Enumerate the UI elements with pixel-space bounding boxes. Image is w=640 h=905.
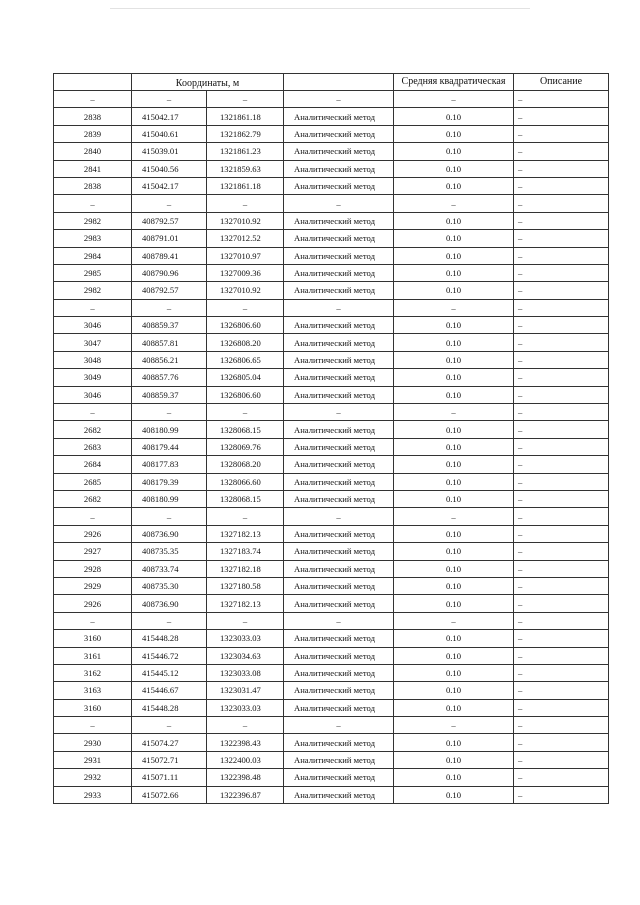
description-cell: –: [514, 230, 609, 247]
method-cell: Аналитический метод: [284, 560, 394, 577]
error-cell: –: [394, 612, 514, 629]
description-cell: –: [514, 282, 609, 299]
description-cell: –: [514, 91, 609, 108]
description-cell: –: [514, 490, 609, 507]
point-number-cell: 3048: [54, 351, 132, 368]
x-coordinate-cell: –: [132, 91, 207, 108]
point-number-cell: 2983: [54, 230, 132, 247]
point-number-cell: 2841: [54, 160, 132, 177]
y-coordinate-cell: 1327010.97: [207, 247, 284, 264]
error-cell: 0.10: [394, 317, 514, 334]
x-coordinate-cell: 408736.90: [132, 595, 207, 612]
error-cell: 0.10: [394, 734, 514, 751]
table-separator-row: [54, 508, 609, 525]
x-coordinate-cell: 408179.44: [132, 438, 207, 455]
x-coordinate-cell: 408736.90: [132, 525, 207, 542]
method-cell: Аналитический метод: [284, 682, 394, 699]
y-coordinate-cell: 1321862.79: [207, 125, 284, 142]
header-coordinates: Координаты, м: [132, 74, 284, 91]
point-number-cell: 2926: [54, 525, 132, 542]
description-cell: –: [514, 682, 609, 699]
error-cell: 0.10: [394, 143, 514, 160]
description-cell: –: [514, 212, 609, 229]
x-coordinate-cell: 415072.66: [132, 786, 207, 803]
y-coordinate-cell: 1328069.76: [207, 438, 284, 455]
description-cell: –: [514, 699, 609, 716]
y-coordinate-cell: 1326806.60: [207, 386, 284, 403]
x-coordinate-cell: 415446.72: [132, 647, 207, 664]
error-cell: –: [394, 717, 514, 734]
y-coordinate-cell: 1321861.18: [207, 177, 284, 194]
method-cell: Аналитический метод: [284, 108, 394, 125]
method-cell: Аналитический метод: [284, 160, 394, 177]
x-coordinate-cell: –: [132, 404, 207, 421]
method-cell: Аналитический метод: [284, 212, 394, 229]
table-row: [54, 438, 609, 455]
table-separator-row: [54, 717, 609, 734]
point-number-cell: 2984: [54, 247, 132, 264]
y-coordinate-cell: 1327010.92: [207, 282, 284, 299]
y-coordinate-cell: 1328068.15: [207, 421, 284, 438]
y-coordinate-cell: 1327182.13: [207, 595, 284, 612]
y-coordinate-cell: 1327012.52: [207, 230, 284, 247]
description-cell: –: [514, 751, 609, 768]
error-cell: 0.10: [394, 751, 514, 768]
point-number-cell: 2930: [54, 734, 132, 751]
description-cell: –: [514, 160, 609, 177]
x-coordinate-cell: 415042.17: [132, 108, 207, 125]
table-row: [54, 177, 609, 194]
error-cell: 0.10: [394, 525, 514, 542]
table-separator-row: [54, 299, 609, 316]
error-cell: 0.10: [394, 577, 514, 594]
table-row: [54, 369, 609, 386]
description-cell: –: [514, 369, 609, 386]
method-cell: Аналитический метод: [284, 230, 394, 247]
y-coordinate-cell: 1327010.92: [207, 212, 284, 229]
error-cell: 0.10: [394, 160, 514, 177]
error-cell: 0.10: [394, 769, 514, 786]
table-row: [54, 525, 609, 542]
y-coordinate-cell: 1321861.18: [207, 108, 284, 125]
point-number-cell: 3161: [54, 647, 132, 664]
method-cell: Аналитический метод: [284, 334, 394, 351]
table-separator-row: [54, 612, 609, 629]
point-number-cell: 2927: [54, 543, 132, 560]
table-row: [54, 456, 609, 473]
x-coordinate-cell: 408859.37: [132, 386, 207, 403]
point-number-cell: –: [54, 717, 132, 734]
table-row: [54, 386, 609, 403]
x-coordinate-cell: 408735.30: [132, 577, 207, 594]
point-number-cell: 2685: [54, 473, 132, 490]
table-row: [54, 334, 609, 351]
description-cell: –: [514, 630, 609, 647]
point-number-cell: –: [54, 299, 132, 316]
error-cell: –: [394, 508, 514, 525]
description-cell: –: [514, 543, 609, 560]
y-coordinate-cell: 1328068.20: [207, 456, 284, 473]
description-cell: –: [514, 334, 609, 351]
table-row: [54, 143, 609, 160]
point-number-cell: –: [54, 508, 132, 525]
error-cell: –: [394, 91, 514, 108]
method-cell: Аналитический метод: [284, 769, 394, 786]
method-cell: –: [284, 612, 394, 629]
error-cell: 0.10: [394, 438, 514, 455]
coordinates-table: [53, 73, 609, 804]
y-coordinate-cell: –: [207, 612, 284, 629]
method-cell: –: [284, 404, 394, 421]
table-row: [54, 473, 609, 490]
error-cell: 0.10: [394, 369, 514, 386]
method-cell: Аналитический метод: [284, 786, 394, 803]
method-cell: Аналитический метод: [284, 386, 394, 403]
x-coordinate-cell: 415446.67: [132, 682, 207, 699]
table-row: [54, 125, 609, 142]
point-number-cell: 2682: [54, 421, 132, 438]
point-number-cell: 2928: [54, 560, 132, 577]
y-coordinate-cell: 1327182.18: [207, 560, 284, 577]
method-cell: Аналитический метод: [284, 264, 394, 281]
table-row: [54, 699, 609, 716]
y-coordinate-cell: 1326806.60: [207, 317, 284, 334]
point-number-cell: 2931: [54, 751, 132, 768]
error-cell: –: [394, 195, 514, 212]
point-number-cell: –: [54, 404, 132, 421]
y-coordinate-cell: 1323033.03: [207, 630, 284, 647]
error-cell: 0.10: [394, 560, 514, 577]
y-coordinate-cell: 1322398.43: [207, 734, 284, 751]
point-number-cell: 2926: [54, 595, 132, 612]
table-separator-row: [54, 404, 609, 421]
header-error: Средняя квадратическая: [394, 74, 514, 91]
method-cell: Аналитический метод: [284, 351, 394, 368]
error-cell: 0.10: [394, 421, 514, 438]
description-cell: –: [514, 595, 609, 612]
method-cell: Аналитический метод: [284, 125, 394, 142]
method-cell: Аналитический метод: [284, 456, 394, 473]
table-row: [54, 351, 609, 368]
point-number-cell: –: [54, 195, 132, 212]
point-number-cell: 2684: [54, 456, 132, 473]
table-row: [54, 769, 609, 786]
table-separator-row: [54, 195, 609, 212]
x-coordinate-cell: 408792.57: [132, 282, 207, 299]
point-number-cell: 2683: [54, 438, 132, 455]
description-cell: –: [514, 143, 609, 160]
y-coordinate-cell: 1327183.74: [207, 543, 284, 560]
x-coordinate-cell: 408792.57: [132, 212, 207, 229]
error-cell: 0.10: [394, 334, 514, 351]
point-number-cell: 3046: [54, 386, 132, 403]
y-coordinate-cell: 1327009.36: [207, 264, 284, 281]
point-number-cell: 2682: [54, 490, 132, 507]
point-number-cell: 2929: [54, 577, 132, 594]
y-coordinate-cell: 1328068.15: [207, 490, 284, 507]
error-cell: –: [394, 404, 514, 421]
point-number-cell: 2985: [54, 264, 132, 281]
y-coordinate-cell: 1327182.13: [207, 525, 284, 542]
method-cell: Аналитический метод: [284, 525, 394, 542]
description-cell: –: [514, 299, 609, 316]
method-cell: Аналитический метод: [284, 751, 394, 768]
table-row: [54, 230, 609, 247]
y-coordinate-cell: 1326806.65: [207, 351, 284, 368]
description-cell: –: [514, 664, 609, 681]
table-row: [54, 734, 609, 751]
y-coordinate-cell: 1323033.03: [207, 699, 284, 716]
x-coordinate-cell: 408180.99: [132, 421, 207, 438]
description-cell: –: [514, 734, 609, 751]
table-row: [54, 247, 609, 264]
description-cell: –: [514, 786, 609, 803]
error-cell: 0.10: [394, 595, 514, 612]
x-coordinate-cell: 415448.28: [132, 630, 207, 647]
x-coordinate-cell: –: [132, 717, 207, 734]
error-cell: 0.10: [394, 664, 514, 681]
y-coordinate-cell: –: [207, 508, 284, 525]
x-coordinate-cell: –: [132, 195, 207, 212]
error-cell: 0.10: [394, 230, 514, 247]
y-coordinate-cell: 1322396.87: [207, 786, 284, 803]
error-cell: 0.10: [394, 490, 514, 507]
x-coordinate-cell: 408790.96: [132, 264, 207, 281]
method-cell: Аналитический метод: [284, 369, 394, 386]
description-cell: –: [514, 612, 609, 629]
error-cell: 0.10: [394, 786, 514, 803]
table-row: [54, 160, 609, 177]
method-cell: Аналитический метод: [284, 543, 394, 560]
error-cell: 0.10: [394, 282, 514, 299]
x-coordinate-cell: 408857.76: [132, 369, 207, 386]
x-coordinate-cell: 415445.12: [132, 664, 207, 681]
error-cell: 0.10: [394, 177, 514, 194]
x-coordinate-cell: 408735.35: [132, 543, 207, 560]
point-number-cell: 2982: [54, 282, 132, 299]
x-coordinate-cell: –: [132, 299, 207, 316]
x-coordinate-cell: 408791.01: [132, 230, 207, 247]
error-cell: 0.10: [394, 456, 514, 473]
method-cell: Аналитический метод: [284, 664, 394, 681]
x-coordinate-cell: 415042.17: [132, 177, 207, 194]
point-number-cell: 2839: [54, 125, 132, 142]
description-cell: –: [514, 647, 609, 664]
x-coordinate-cell: 408177.83: [132, 456, 207, 473]
description-cell: –: [514, 108, 609, 125]
point-number-cell: 3047: [54, 334, 132, 351]
error-cell: 0.10: [394, 699, 514, 716]
point-number-cell: 2933: [54, 786, 132, 803]
point-number-cell: 3160: [54, 699, 132, 716]
x-coordinate-cell: 408859.37: [132, 317, 207, 334]
error-cell: 0.10: [394, 630, 514, 647]
error-cell: 0.10: [394, 473, 514, 490]
table-header-row: [54, 74, 609, 91]
x-coordinate-cell: 415040.56: [132, 160, 207, 177]
table-row: [54, 264, 609, 281]
table-row: [54, 630, 609, 647]
error-cell: –: [394, 299, 514, 316]
description-cell: –: [514, 456, 609, 473]
table-row: [54, 647, 609, 664]
x-coordinate-cell: 408857.81: [132, 334, 207, 351]
y-coordinate-cell: 1326805.04: [207, 369, 284, 386]
y-coordinate-cell: 1323031.47: [207, 682, 284, 699]
y-coordinate-cell: –: [207, 195, 284, 212]
table-row: [54, 751, 609, 768]
table-row: [54, 421, 609, 438]
method-cell: Аналитический метод: [284, 317, 394, 334]
method-cell: Аналитический метод: [284, 647, 394, 664]
description-cell: –: [514, 473, 609, 490]
description-cell: –: [514, 508, 609, 525]
y-coordinate-cell: 1323033.08: [207, 664, 284, 681]
table-row: [54, 543, 609, 560]
table-row: [54, 560, 609, 577]
point-number-cell: –: [54, 612, 132, 629]
y-coordinate-cell: 1327180.58: [207, 577, 284, 594]
description-cell: –: [514, 125, 609, 142]
error-cell: 0.10: [394, 351, 514, 368]
table-row: [54, 212, 609, 229]
y-coordinate-cell: 1322398.48: [207, 769, 284, 786]
method-cell: Аналитический метод: [284, 421, 394, 438]
y-coordinate-cell: 1321861.23: [207, 143, 284, 160]
x-coordinate-cell: 415448.28: [132, 699, 207, 716]
point-number-cell: 2840: [54, 143, 132, 160]
description-cell: –: [514, 177, 609, 194]
point-number-cell: 2838: [54, 108, 132, 125]
y-coordinate-cell: –: [207, 299, 284, 316]
method-cell: –: [284, 195, 394, 212]
y-coordinate-cell: –: [207, 404, 284, 421]
x-coordinate-cell: –: [132, 612, 207, 629]
error-cell: 0.10: [394, 647, 514, 664]
description-cell: –: [514, 247, 609, 264]
method-cell: –: [284, 91, 394, 108]
table-separator-row: [54, 91, 609, 108]
method-cell: Аналитический метод: [284, 699, 394, 716]
x-coordinate-cell: 415071.11: [132, 769, 207, 786]
x-coordinate-cell: 408856.21: [132, 351, 207, 368]
method-cell: Аналитический метод: [284, 577, 394, 594]
error-cell: 0.10: [394, 264, 514, 281]
point-number-cell: 3162: [54, 664, 132, 681]
point-number-cell: 2932: [54, 769, 132, 786]
table-row: [54, 108, 609, 125]
table-row: [54, 595, 609, 612]
error-cell: 0.10: [394, 682, 514, 699]
x-coordinate-cell: 415039.01: [132, 143, 207, 160]
y-coordinate-cell: 1321859.63: [207, 160, 284, 177]
description-cell: –: [514, 717, 609, 734]
description-cell: –: [514, 421, 609, 438]
method-cell: Аналитический метод: [284, 630, 394, 647]
method-cell: Аналитический метод: [284, 282, 394, 299]
point-number-cell: 2838: [54, 177, 132, 194]
y-coordinate-cell: –: [207, 717, 284, 734]
x-coordinate-cell: 408733.74: [132, 560, 207, 577]
table-row: [54, 577, 609, 594]
description-cell: –: [514, 264, 609, 281]
x-coordinate-cell: 415040.61: [132, 125, 207, 142]
description-cell: –: [514, 404, 609, 421]
error-cell: 0.10: [394, 543, 514, 560]
method-cell: Аналитический метод: [284, 177, 394, 194]
method-cell: –: [284, 299, 394, 316]
error-cell: 0.10: [394, 247, 514, 264]
header-cell-number: [54, 74, 132, 91]
point-number-cell: 2982: [54, 212, 132, 229]
method-cell: Аналитический метод: [284, 143, 394, 160]
header-description: Описание: [514, 74, 609, 91]
point-number-cell: 3163: [54, 682, 132, 699]
description-cell: –: [514, 560, 609, 577]
scan-artifact-line: [110, 8, 530, 9]
table-row: [54, 282, 609, 299]
table-row: [54, 682, 609, 699]
table-row: [54, 317, 609, 334]
table-row: [54, 664, 609, 681]
description-cell: –: [514, 769, 609, 786]
y-coordinate-cell: 1322400.03: [207, 751, 284, 768]
x-coordinate-cell: 415072.71: [132, 751, 207, 768]
description-cell: –: [514, 195, 609, 212]
header-cell-method: [284, 74, 394, 91]
method-cell: Аналитический метод: [284, 734, 394, 751]
error-cell: 0.10: [394, 108, 514, 125]
method-cell: Аналитический метод: [284, 595, 394, 612]
x-coordinate-cell: 408789.41: [132, 247, 207, 264]
description-cell: –: [514, 317, 609, 334]
x-coordinate-cell: –: [132, 508, 207, 525]
y-coordinate-cell: 1326808.20: [207, 334, 284, 351]
point-number-cell: –: [54, 91, 132, 108]
table-row: [54, 786, 609, 803]
table-body: [54, 74, 609, 804]
x-coordinate-cell: 408179.39: [132, 473, 207, 490]
method-cell: Аналитический метод: [284, 473, 394, 490]
description-cell: –: [514, 577, 609, 594]
method-cell: Аналитический метод: [284, 247, 394, 264]
description-cell: –: [514, 386, 609, 403]
x-coordinate-cell: 408180.99: [132, 490, 207, 507]
method-cell: –: [284, 508, 394, 525]
description-cell: –: [514, 351, 609, 368]
method-cell: Аналитический метод: [284, 438, 394, 455]
point-number-cell: 3046: [54, 317, 132, 334]
y-coordinate-cell: 1328066.60: [207, 473, 284, 490]
y-coordinate-cell: 1323034.63: [207, 647, 284, 664]
error-cell: 0.10: [394, 125, 514, 142]
x-coordinate-cell: 415074.27: [132, 734, 207, 751]
description-cell: –: [514, 438, 609, 455]
y-coordinate-cell: –: [207, 91, 284, 108]
description-cell: –: [514, 525, 609, 542]
method-cell: –: [284, 717, 394, 734]
error-cell: 0.10: [394, 386, 514, 403]
point-number-cell: 3160: [54, 630, 132, 647]
error-cell: 0.10: [394, 212, 514, 229]
table-row: [54, 490, 609, 507]
method-cell: Аналитический метод: [284, 490, 394, 507]
point-number-cell: 3049: [54, 369, 132, 386]
